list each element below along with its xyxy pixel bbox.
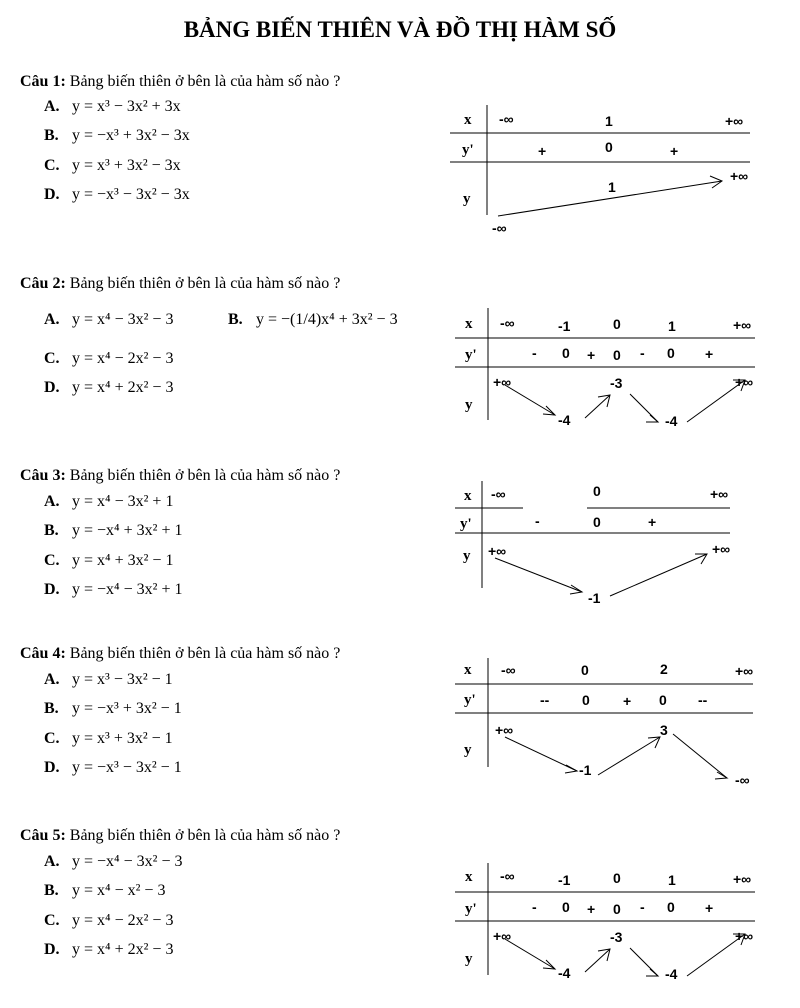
question-text: Bảng biến thiên ở bên là của hàm số nào ? [69,275,341,292]
derivative-sign: 0 [613,347,621,363]
page-title: BẢNG BIẾN THIÊN VÀ ĐỒ THỊ HÀM SỐ [183,17,617,42]
x-value: +∞ [733,871,752,887]
y-value: +∞ [488,543,507,559]
q2-option-c[interactable]: C. y = x⁴ − 2x² − 3 [44,350,174,367]
q4-option-b[interactable]: B. y = −x³ + 3x² − 1 [44,700,182,717]
derivative-sign: 0 [659,692,667,708]
question-3-heading [20,467,340,485]
question-number: Câu 1: [20,73,66,90]
x-value: -∞ [491,486,506,502]
question-number: Câu 5: [20,827,66,844]
q2-option-b[interactable]: B. y = −(1/4)x⁴ + 3x² − 3 [228,311,398,328]
y-value: -∞ [492,220,507,236]
derivative-sign: + [538,143,547,159]
y-value: +∞ [730,168,749,184]
derivative-sign: + [705,900,714,916]
variation-table-1 [450,100,770,240]
question-number: Câu 4: [20,645,66,662]
decreasing-arrow [505,939,555,969]
option-formula: y = −x³ − 3x² − 1 [72,759,182,776]
derivative-sign: + [705,346,714,362]
increasing-arrow [687,934,745,976]
decreasing-arrow [505,385,555,415]
y-value: 1 [608,179,616,195]
y-value: -4 [558,412,571,428]
derivative-sign: + [670,143,679,159]
q1-option-d[interactable]: D. y = −x³ − 3x² − 3x [44,186,190,203]
question-2-heading [20,275,340,293]
option-formula: y = x⁴ − 3x² − 3 [72,311,174,328]
q5-option-d[interactable]: D. y = x⁴ + 2x² − 3 [44,941,174,958]
option-formula: y = −x⁴ + 3x² + 1 [72,522,183,539]
option-formula: y = x⁴ − 2x² − 3 [72,912,174,929]
y-value: -3 [610,375,623,391]
q1-option-a[interactable]: A. y = x³ − 3x² + 3x [44,98,181,115]
derivative-sign: + [587,901,596,917]
q2-option-d[interactable]: D. y = x⁴ + 2x² − 3 [44,379,174,396]
y-value: -∞ [735,772,750,788]
q3-option-a[interactable]: A. y = x⁴ − 3x² + 1 [44,493,174,510]
y-value: -4 [665,966,678,982]
q5-option-a[interactable]: A. y = −x⁴ − 3x² − 3 [44,853,183,870]
y-value: -1 [588,590,601,606]
y-value: 3 [660,722,668,738]
q1-option-b[interactable]: B. y = −x³ + 3x² − 3x [44,127,190,144]
x-value: 1 [668,872,676,888]
x-value: 0 [613,870,621,886]
x-value: -∞ [501,662,516,678]
option-formula: y = −x⁴ − 3x² + 1 [72,581,183,598]
x-value: 1 [605,113,613,129]
row-label-x: x [464,112,472,128]
derivative-sign: - [640,345,645,361]
variation-table-2 [455,305,765,435]
x-value: -1 [558,318,571,334]
question-number: Câu 2: [20,275,66,292]
row-label-y: y [463,191,471,207]
option-formula: y = x⁴ − x² − 3 [72,882,166,899]
x-value: -∞ [500,868,515,884]
row-label-x: x [464,662,472,678]
q4-option-a[interactable]: A. y = x³ − 3x² − 1 [44,671,173,688]
decreasing-arrow [673,734,727,778]
derivative-sign: 0 [593,514,601,530]
derivative-sign: 0 [613,901,621,917]
derivative-sign: + [623,693,632,709]
increasing-arrow [598,737,660,775]
derivative-sign: + [587,347,596,363]
row-label-yprime: y' [465,901,477,917]
row-label-y: y [464,742,472,758]
q4-option-d[interactable]: D. y = −x³ − 3x² − 1 [44,759,182,776]
x-value: +∞ [710,486,729,502]
q4-option-c[interactable]: C. y = x³ + 3x² − 1 [44,730,173,747]
option-formula: y = −x³ + 3x² − 3x [72,127,190,144]
y-value: +∞ [495,722,514,738]
increasing-arrow [585,949,610,972]
row-label-yprime: y' [464,692,476,708]
row-label-x: x [465,316,473,332]
question-text: Bảng biến thiên ở bên là của hàm số nào ? [69,645,341,662]
derivative-sign: 0 [667,899,675,915]
option-formula: y = x⁴ − 3x² + 1 [72,493,174,510]
row-label-yprime: y' [460,516,472,532]
y-value: +∞ [493,374,512,390]
derivative-sign: 0 [605,139,613,155]
x-value: 0 [593,483,601,499]
arrow-head [543,960,555,969]
y-value: -4 [558,965,571,981]
option-formula: y = x⁴ + 2x² − 3 [72,379,174,396]
x-value: 0 [613,316,621,332]
option-formula: y = −x³ + 3x² − 1 [72,700,182,717]
x-value: 0 [581,662,589,678]
y-value: -3 [610,929,623,945]
row-label-x: x [464,488,472,504]
derivative-sign: - [532,345,537,361]
q3-option-c[interactable]: C. y = x⁴ + 3x² − 1 [44,552,174,569]
variation-table-4 [455,655,765,795]
question-text: Bảng biến thiên ở bên là của hàm số nào ? [69,827,341,844]
q3-option-d[interactable]: D. y = −x⁴ − 3x² + 1 [44,581,183,598]
y-value: +∞ [735,928,754,944]
derivative-sign: 0 [562,899,570,915]
x-value: -1 [558,872,571,888]
derivative-sign: + [648,514,657,530]
derivative-sign: 0 [562,345,570,361]
option-formula: y = x⁴ − 2x² − 3 [72,350,174,367]
question-1-heading [20,73,340,91]
option-formula: y = x⁴ + 2x² − 3 [72,941,174,958]
derivative-sign: -- [698,692,708,708]
row-label-x: x [465,869,473,885]
option-formula: y = x³ − 3x² + 3x [72,98,181,115]
variation-table-3 [455,478,755,608]
q5-option-c[interactable]: C. y = x⁴ − 2x² − 3 [44,912,174,929]
y-value: -1 [579,762,592,778]
option-formula: y = x³ + 3x² − 1 [72,730,173,747]
y-value: +∞ [735,374,754,390]
question-number: Câu 3: [20,467,66,484]
derivative-sign: - [532,899,537,915]
row-label-y: y [465,951,473,967]
derivative-sign: 0 [667,345,675,361]
increasing-arrow [687,380,745,422]
option-formula: y = −(1/4)x⁴ + 3x² − 3 [256,311,398,328]
option-formula: y = −x⁴ − 3x² − 3 [72,853,183,870]
arrow-head [695,554,707,564]
question-text: Bảng biến thiên ở bên là của hàm số nào ? [69,467,341,484]
y-value: +∞ [712,541,731,557]
x-value: +∞ [735,663,754,679]
q5-option-b[interactable]: B. y = x⁴ − x² − 3 [44,882,166,899]
option-formula: y = x⁴ + 3x² − 1 [72,552,174,569]
x-value: -∞ [500,315,515,331]
x-value: 2 [660,661,668,677]
option-formula: y = −x³ − 3x² − 3x [72,186,190,203]
arrow-head [543,406,555,415]
x-value: -∞ [499,111,514,127]
row-label-y: y [465,397,473,413]
derivative-sign: - [535,513,540,529]
q1-option-c[interactable]: C. y = x³ + 3x² − 3x [44,157,181,174]
x-value: 1 [668,318,676,334]
increasing-arrow [610,554,707,596]
y-value: -4 [665,413,678,429]
row-label-y: y [463,548,471,564]
option-formula: y = x³ + 3x² − 3x [72,157,181,174]
row-label-yprime: y' [465,347,477,363]
derivative-sign: -- [540,692,550,708]
q2-option-a[interactable]: A. y = x⁴ − 3x² − 3 [44,311,174,328]
x-value: +∞ [733,317,752,333]
derivative-sign: 0 [582,692,590,708]
decreasing-arrow [505,737,577,771]
decreasing-arrow [495,558,582,592]
option-formula: y = x³ − 3x² − 1 [72,671,173,688]
variation-table-5 [455,860,765,990]
derivative-sign: - [640,899,645,915]
y-value: +∞ [493,928,512,944]
increasing-arrow [585,395,610,418]
q3-option-b[interactable]: B. y = −x⁴ + 3x² + 1 [44,522,183,539]
question-4-heading [20,645,340,663]
x-value: +∞ [725,113,744,129]
row-label-yprime: y' [462,142,474,158]
question-5-heading [20,827,340,845]
question-text: Bảng biến thiên ở bên là của hàm số nào ? [69,73,341,90]
